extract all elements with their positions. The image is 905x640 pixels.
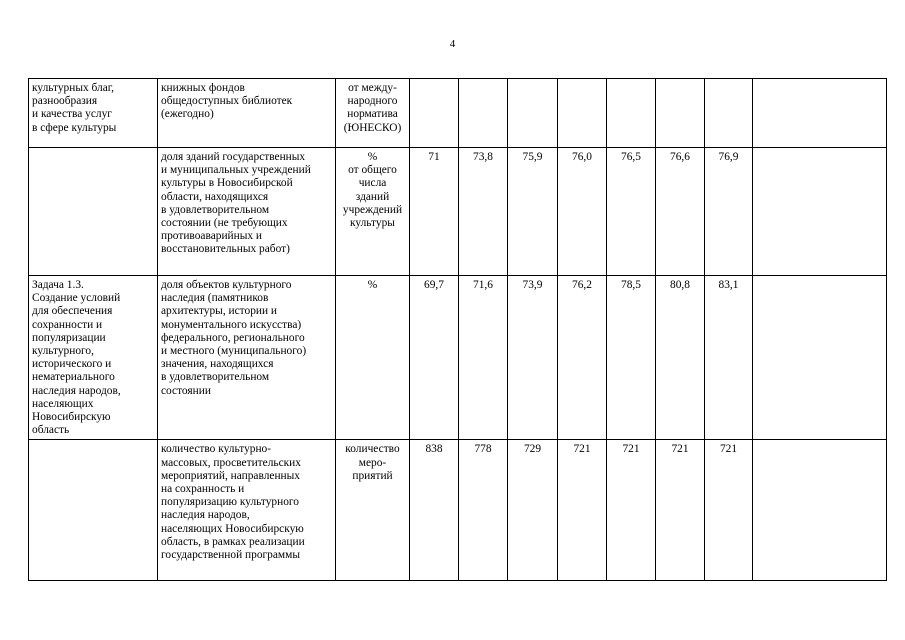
- indicator-cell: количество культурно- массовых, просветительских мероприятий, направленных на сохранность и популяризацию культурного наследия народов, населяющих Новосибирскую область, в рамках реализации государственной программы: [158, 440, 336, 581]
- empty-cell: [753, 79, 887, 148]
- value-cell: 80,8: [656, 276, 705, 440]
- table-row: [29, 276, 887, 440]
- value-cell: [558, 79, 607, 148]
- task-cell: [29, 440, 158, 581]
- value-cell: 721: [558, 440, 607, 581]
- task-cell: [29, 148, 158, 276]
- table-row: [29, 79, 887, 148]
- value-cell: 71: [410, 148, 459, 276]
- indicator-cell: доля объектов культурного наследия (памятников архитектуры, истории и монументального искусства) федерального, регионального и местного (муниципального) значения, находящихся в удовлетворительном состоянии: [158, 276, 336, 440]
- value-cell: 73,8: [459, 148, 508, 276]
- unit-cell: от между- народного норматива (ЮНЕСКО): [336, 79, 410, 148]
- value-cell: 729: [508, 440, 558, 581]
- indicator-cell: книжных фондов общедоступных библиотек (ежегодно): [158, 79, 336, 148]
- value-cell: [607, 79, 656, 148]
- value-cell: 75,9: [508, 148, 558, 276]
- value-cell: [656, 79, 705, 148]
- value-cell: 721: [607, 440, 656, 581]
- value-cell: [508, 79, 558, 148]
- value-cell: [705, 79, 753, 148]
- value-cell: 83,1: [705, 276, 753, 440]
- value-cell: 838: [410, 440, 459, 581]
- unit-cell: количество меро- приятий: [336, 440, 410, 581]
- value-cell: 721: [656, 440, 705, 581]
- value-cell: 76,6: [656, 148, 705, 276]
- page-number: 4: [449, 38, 456, 50]
- value-cell: 76,9: [705, 148, 753, 276]
- value-cell: 69,7: [410, 276, 459, 440]
- value-cell: 778: [459, 440, 508, 581]
- table-row: [29, 148, 887, 276]
- value-cell: 76,5: [607, 148, 656, 276]
- table-row: [29, 440, 887, 581]
- value-cell: 76,0: [558, 148, 607, 276]
- value-cell: 73,9: [508, 276, 558, 440]
- unit-cell: % от общего числа зданий учреждений культуры: [336, 148, 410, 276]
- value-cell: 71,6: [459, 276, 508, 440]
- value-cell: [410, 79, 459, 148]
- task-cell: культурных благ, разнообразия и качества услуг в сфере культуры: [29, 79, 158, 148]
- value-cell: 78,5: [607, 276, 656, 440]
- value-cell: 76,2: [558, 276, 607, 440]
- value-cell: [459, 79, 508, 148]
- empty-cell: [753, 148, 887, 276]
- indicator-cell: доля зданий государственных и муниципальных учреждений культуры в Новосибирской области, находящихся в удовлетворительном состоянии (не требующих противоаварийных и восстановительных работ): [158, 148, 336, 276]
- empty-cell: [753, 276, 887, 440]
- indicators-table: [28, 78, 887, 581]
- task-cell: Задача 1.3. Создание условий для обеспечения сохранности и популяризации культурного, исторического и нематериального наследия народов, населяющих Новосибирскую область: [29, 276, 158, 440]
- empty-cell: [753, 440, 887, 581]
- unit-cell: %: [336, 276, 410, 440]
- value-cell: 721: [705, 440, 753, 581]
